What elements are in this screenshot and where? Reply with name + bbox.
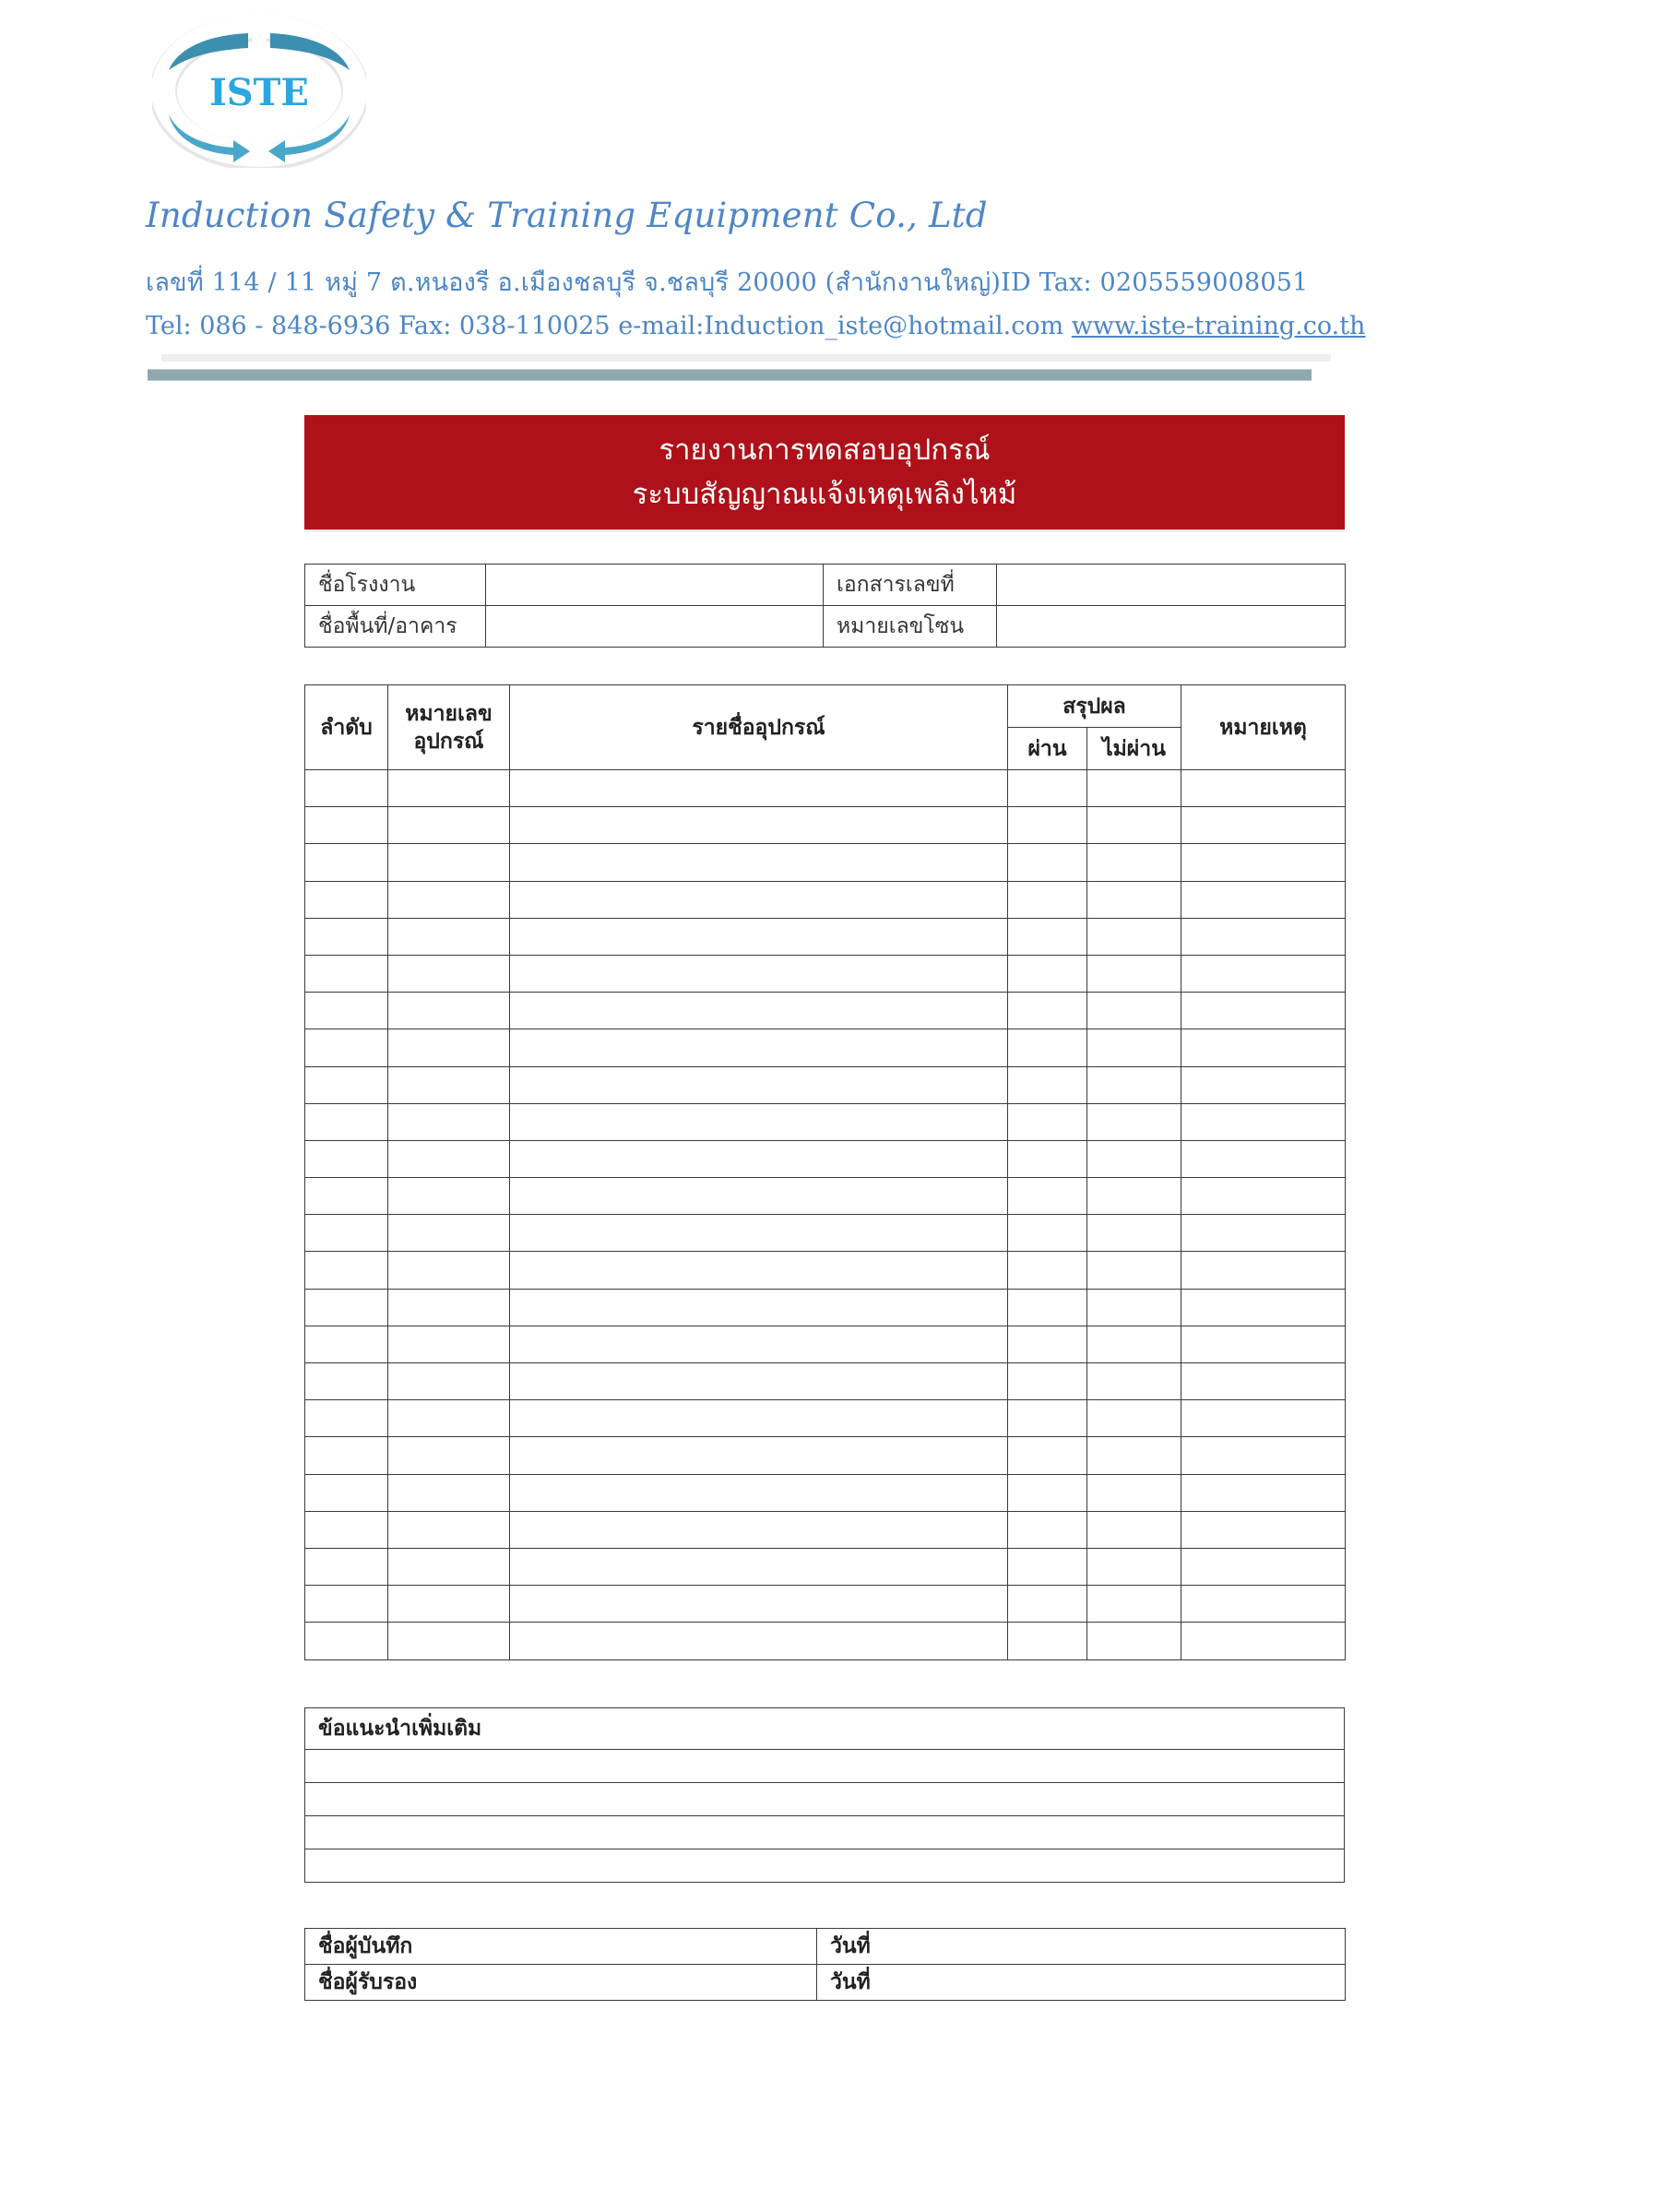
equipment-no-cell[interactable] xyxy=(388,1437,510,1474)
remarks-line xyxy=(305,1816,1345,1849)
header-equipment-no xyxy=(388,685,510,770)
remarks-table xyxy=(304,1707,1345,1883)
order-cell[interactable] xyxy=(305,1586,388,1623)
remark-cell[interactable] xyxy=(1181,1511,1346,1548)
table-row xyxy=(305,918,1346,955)
equipment-no-cell[interactable] xyxy=(388,1586,510,1623)
info-row xyxy=(305,606,1346,648)
remark-cell[interactable] xyxy=(1181,844,1346,881)
equipment-no-cell[interactable] xyxy=(388,881,510,918)
table-row xyxy=(305,1511,1346,1548)
equipment-name-cell[interactable] xyxy=(510,1363,1008,1400)
pass-cell[interactable] xyxy=(1008,1511,1087,1548)
recorder-label: ชื่อผู้บันทึก xyxy=(318,1934,413,1958)
fail-cell[interactable] xyxy=(1087,918,1181,955)
header-equipment-name: รายชื่ออุปกรณ์ xyxy=(510,685,1008,770)
pass-cell[interactable] xyxy=(1008,1548,1087,1585)
remark-cell[interactable] xyxy=(1181,1140,1346,1177)
pass-cell[interactable] xyxy=(1008,1326,1087,1362)
pass-cell[interactable] xyxy=(1008,918,1087,955)
remark-cell[interactable] xyxy=(1181,918,1346,955)
signature-row xyxy=(305,1929,1346,1965)
order-cell[interactable] xyxy=(305,1511,388,1548)
fail-cell[interactable] xyxy=(1087,1400,1181,1437)
pass-cell[interactable] xyxy=(1008,1474,1087,1511)
order-cell[interactable] xyxy=(305,1140,388,1177)
equipment-no-cell[interactable] xyxy=(388,1363,510,1400)
zone-no-field[interactable] xyxy=(997,606,1346,648)
table-header-row xyxy=(305,685,1346,728)
equipment-name-cell[interactable] xyxy=(510,1252,1008,1289)
order-cell[interactable] xyxy=(305,844,388,881)
equipment-name-cell[interactable] xyxy=(510,1586,1008,1623)
equipment-no-cell[interactable] xyxy=(388,1474,510,1511)
remarks-label: ข้อแนะนำเพิ่มเติม xyxy=(305,1708,1345,1750)
remarks-line xyxy=(305,1849,1345,1883)
area-label: ชื่อพื้นที่/อาคาร xyxy=(305,606,486,648)
table-row xyxy=(305,844,1346,881)
table-row xyxy=(305,1437,1346,1474)
equipment-no-cell[interactable] xyxy=(388,1252,510,1289)
order-cell[interactable] xyxy=(305,1548,388,1585)
pass-cell[interactable] xyxy=(1008,1623,1087,1659)
fail-cell[interactable] xyxy=(1087,881,1181,918)
recorder-date-label: วันที่ xyxy=(830,1934,871,1958)
order-cell[interactable] xyxy=(305,955,388,992)
order-cell[interactable] xyxy=(305,1215,388,1252)
equipment-name-cell[interactable] xyxy=(510,807,1008,844)
header-fail: ไม่ผ่าน xyxy=(1087,728,1181,770)
approver-field[interactable] xyxy=(305,1965,817,2001)
table-row xyxy=(305,1400,1346,1437)
equipment-name-cell[interactable] xyxy=(510,1437,1008,1474)
order-cell[interactable] xyxy=(305,918,388,955)
order-cell[interactable] xyxy=(305,1474,388,1511)
table-row xyxy=(305,1586,1346,1623)
remark-cell[interactable] xyxy=(1181,770,1346,807)
table-row xyxy=(305,1140,1346,1177)
equipment-no-cell[interactable] xyxy=(388,1103,510,1140)
equipment-name-cell[interactable] xyxy=(510,1103,1008,1140)
order-cell[interactable] xyxy=(305,1029,388,1066)
equipment-no-cell[interactable] xyxy=(388,807,510,844)
pass-cell[interactable] xyxy=(1008,1400,1087,1437)
equipment-no-cell[interactable] xyxy=(388,1178,510,1215)
order-cell[interactable] xyxy=(305,881,388,918)
pass-cell[interactable] xyxy=(1008,1363,1087,1400)
order-cell[interactable] xyxy=(305,1363,388,1400)
fail-cell[interactable] xyxy=(1087,1586,1181,1623)
document-no-field[interactable] xyxy=(997,565,1346,606)
remark-cell[interactable] xyxy=(1181,1474,1346,1511)
fail-cell[interactable] xyxy=(1087,1029,1181,1066)
recycle-arrows-icon xyxy=(152,13,366,168)
remark-cell[interactable] xyxy=(1181,1400,1346,1437)
table-row xyxy=(305,1326,1346,1362)
remark-cell[interactable] xyxy=(1181,1586,1346,1623)
equipment-name-cell[interactable] xyxy=(510,770,1008,807)
equipment-no-cell[interactable] xyxy=(388,918,510,955)
equipment-name-cell[interactable] xyxy=(510,1548,1008,1585)
equipment-name-cell[interactable] xyxy=(510,1140,1008,1177)
equipment-no-cell[interactable] xyxy=(388,770,510,807)
pass-cell[interactable] xyxy=(1008,1586,1087,1623)
order-cell[interactable] xyxy=(305,1289,388,1326)
document-no-label: เอกสารเลขที่ xyxy=(824,565,997,606)
signature-row xyxy=(305,1965,1346,2001)
order-cell[interactable] xyxy=(305,1066,388,1103)
header-order: ลำดับ xyxy=(305,685,388,770)
remarks-line-field[interactable] xyxy=(305,1750,1345,1783)
remark-cell[interactable] xyxy=(1181,1252,1346,1289)
company-name: Induction Safety & Training Equipment Co., Ltd xyxy=(146,196,988,235)
fail-cell[interactable] xyxy=(1087,770,1181,807)
table-row xyxy=(305,1623,1346,1659)
table-row xyxy=(305,1066,1346,1103)
fail-cell[interactable] xyxy=(1087,1548,1181,1585)
table-row xyxy=(305,807,1346,844)
equipment-no-cell[interactable] xyxy=(388,1511,510,1548)
equipment-name-cell[interactable] xyxy=(510,1289,1008,1326)
contact-info: Tel: 086 - 848-6936 Fax: 038-110025 e-mail:Induction_iste@hotmail.com xyxy=(146,312,1072,340)
equipment-name-cell[interactable] xyxy=(510,1400,1008,1437)
order-cell[interactable] xyxy=(305,1623,388,1659)
signature-table xyxy=(304,1928,1346,2001)
equipment-no-cell[interactable] xyxy=(388,1548,510,1585)
table-row xyxy=(305,955,1346,992)
website-link[interactable]: www.iste-training.co.th xyxy=(1071,312,1366,340)
fail-cell[interactable] xyxy=(1087,1178,1181,1215)
header-divider-light xyxy=(161,354,1331,362)
equipment-name-cell[interactable] xyxy=(510,918,1008,955)
order-cell[interactable] xyxy=(305,1103,388,1140)
fail-cell[interactable] xyxy=(1087,1474,1181,1511)
table-row xyxy=(305,1178,1346,1215)
equipment-table-body xyxy=(305,770,1346,1660)
equipment-name-cell[interactable] xyxy=(510,1326,1008,1362)
remark-cell[interactable] xyxy=(1181,993,1346,1029)
remark-cell[interactable] xyxy=(1181,1363,1346,1400)
pass-cell[interactable] xyxy=(1008,955,1087,992)
approver-date-label: วันที่ xyxy=(830,1970,871,1994)
info-table xyxy=(304,564,1346,648)
area-field[interactable] xyxy=(486,606,824,648)
remark-cell[interactable] xyxy=(1181,1178,1346,1215)
approver-date-field[interactable] xyxy=(817,1965,1346,2001)
equipment-name-cell[interactable] xyxy=(510,1178,1008,1215)
table-row xyxy=(305,1474,1346,1511)
table-row xyxy=(305,1215,1346,1252)
equipment-no-cell[interactable] xyxy=(388,1029,510,1066)
fail-cell[interactable] xyxy=(1087,1363,1181,1400)
fail-cell[interactable] xyxy=(1087,844,1181,881)
recorder-date-field[interactable] xyxy=(817,1929,1346,1965)
report-title: รายงานการทดสอบอุปกรณ์ xyxy=(659,434,991,467)
fail-cell[interactable] xyxy=(1087,1103,1181,1140)
equipment-no-cell[interactable] xyxy=(388,1215,510,1252)
logo-text: ISTE xyxy=(209,71,309,114)
pass-cell[interactable] xyxy=(1008,1437,1087,1474)
header-remark: หมายเหตุ xyxy=(1181,685,1346,770)
pass-cell[interactable] xyxy=(1008,1178,1087,1215)
equipment-no-cell[interactable] xyxy=(388,993,510,1029)
equipment-no-cell[interactable] xyxy=(388,1400,510,1437)
equipment-no-cell[interactable] xyxy=(388,1623,510,1659)
company-logo xyxy=(152,13,366,168)
pass-cell[interactable] xyxy=(1008,993,1087,1029)
header-pass: ผ่าน xyxy=(1008,728,1087,770)
equipment-name-cell[interactable] xyxy=(510,1066,1008,1103)
factory-name-field[interactable] xyxy=(486,565,824,606)
pass-cell[interactable] xyxy=(1008,1103,1087,1140)
report-title-banner xyxy=(304,415,1345,529)
fail-cell[interactable] xyxy=(1087,1511,1181,1548)
equipment-name-cell[interactable] xyxy=(510,955,1008,992)
fail-cell[interactable] xyxy=(1087,1623,1181,1659)
remark-cell[interactable] xyxy=(1181,1289,1346,1326)
pass-cell[interactable] xyxy=(1008,844,1087,881)
remarks-line xyxy=(305,1750,1345,1783)
header-divider-bar xyxy=(148,369,1312,381)
remarks-header-row xyxy=(305,1708,1345,1750)
remark-cell[interactable] xyxy=(1181,807,1346,844)
pass-cell[interactable] xyxy=(1008,1289,1087,1326)
equipment-name-cell[interactable] xyxy=(510,1029,1008,1066)
equipment-name-cell[interactable] xyxy=(510,844,1008,881)
equipment-name-cell[interactable] xyxy=(510,1511,1008,1548)
remark-cell[interactable] xyxy=(1181,1437,1346,1474)
equipment-name-cell[interactable] xyxy=(510,1623,1008,1659)
table-row xyxy=(305,1363,1346,1400)
equipment-name-cell[interactable] xyxy=(510,1474,1008,1511)
info-row xyxy=(305,565,1346,606)
equipment-name-cell[interactable] xyxy=(510,993,1008,1029)
remark-cell[interactable] xyxy=(1181,1103,1346,1140)
remark-cell[interactable] xyxy=(1181,1623,1346,1659)
table-row xyxy=(305,1029,1346,1066)
header-summary: สรุปผล xyxy=(1008,685,1181,728)
remarks-line-field[interactable] xyxy=(305,1783,1345,1816)
order-cell[interactable] xyxy=(305,807,388,844)
order-cell[interactable] xyxy=(305,1252,388,1289)
order-cell[interactable] xyxy=(305,1326,388,1362)
order-cell[interactable] xyxy=(305,1178,388,1215)
pass-cell[interactable] xyxy=(1008,1215,1087,1252)
table-row xyxy=(305,1289,1346,1326)
fail-cell[interactable] xyxy=(1087,807,1181,844)
order-cell[interactable] xyxy=(305,1437,388,1474)
factory-name-label: ชื่อโรงงาน xyxy=(305,565,486,606)
remark-cell[interactable] xyxy=(1181,1029,1346,1066)
equipment-no-cell[interactable] xyxy=(388,955,510,992)
header-equipment-no-text: หมายเลข อุปกรณ์ xyxy=(405,701,493,754)
equipment-name-cell[interactable] xyxy=(510,881,1008,918)
equipment-no-cell[interactable] xyxy=(388,1326,510,1362)
remark-cell[interactable] xyxy=(1181,955,1346,992)
remarks-line-field[interactable] xyxy=(305,1849,1345,1883)
fail-cell[interactable] xyxy=(1087,955,1181,992)
order-cell[interactable] xyxy=(305,993,388,1029)
fail-cell[interactable] xyxy=(1087,1437,1181,1474)
recorder-field[interactable] xyxy=(305,1929,817,1965)
table-row xyxy=(305,881,1346,918)
order-cell[interactable] xyxy=(305,770,388,807)
pass-cell[interactable] xyxy=(1008,770,1087,807)
equipment-no-cell[interactable] xyxy=(388,1289,510,1326)
equipment-name-cell[interactable] xyxy=(510,1215,1008,1252)
company-contact xyxy=(146,312,1365,340)
equipment-table xyxy=(304,684,1346,1660)
pass-cell[interactable] xyxy=(1008,1066,1087,1103)
fail-cell[interactable] xyxy=(1087,1252,1181,1289)
table-row xyxy=(305,770,1346,807)
pass-cell[interactable] xyxy=(1008,881,1087,918)
table-row xyxy=(305,1252,1346,1289)
remark-cell[interactable] xyxy=(1181,1066,1346,1103)
table-row xyxy=(305,993,1346,1029)
remark-cell[interactable] xyxy=(1181,1548,1346,1585)
report-subtitle: ระบบสัญญาณแจ้งเหตุเพลิงไหม้ xyxy=(632,478,1017,511)
fail-cell[interactable] xyxy=(1087,1289,1181,1326)
equipment-no-cell[interactable] xyxy=(388,1066,510,1103)
fail-cell[interactable] xyxy=(1087,1066,1181,1103)
order-cell[interactable] xyxy=(305,1400,388,1437)
approver-label: ชื่อผู้รับรอง xyxy=(318,1970,418,1994)
fail-cell[interactable] xyxy=(1087,1140,1181,1177)
pass-cell[interactable] xyxy=(1008,1252,1087,1289)
remark-cell[interactable] xyxy=(1181,1215,1346,1252)
pass-cell[interactable] xyxy=(1008,1029,1087,1066)
fail-cell[interactable] xyxy=(1087,1326,1181,1362)
pass-cell[interactable] xyxy=(1008,1140,1087,1177)
zone-no-label: หมายเลขโซน xyxy=(824,606,997,648)
remark-cell[interactable] xyxy=(1181,1326,1346,1362)
remark-cell[interactable] xyxy=(1181,881,1346,918)
equipment-no-cell[interactable] xyxy=(388,1140,510,1177)
company-address: เลขที่ 114 / 11 หมู่ 7 ต.หนองรี อ.เมืองชลบุรี จ.ชลบุรี 20000 (สำนักงานใหญ่)ID Tax: 0205559008051 xyxy=(146,268,1309,297)
fail-cell[interactable] xyxy=(1087,993,1181,1029)
table-row xyxy=(305,1548,1346,1585)
table-row xyxy=(305,1103,1346,1140)
equipment-no-cell[interactable] xyxy=(388,844,510,881)
remarks-line xyxy=(305,1783,1345,1816)
pass-cell[interactable] xyxy=(1008,807,1087,844)
fail-cell[interactable] xyxy=(1087,1215,1181,1252)
remarks-line-field[interactable] xyxy=(305,1816,1345,1849)
